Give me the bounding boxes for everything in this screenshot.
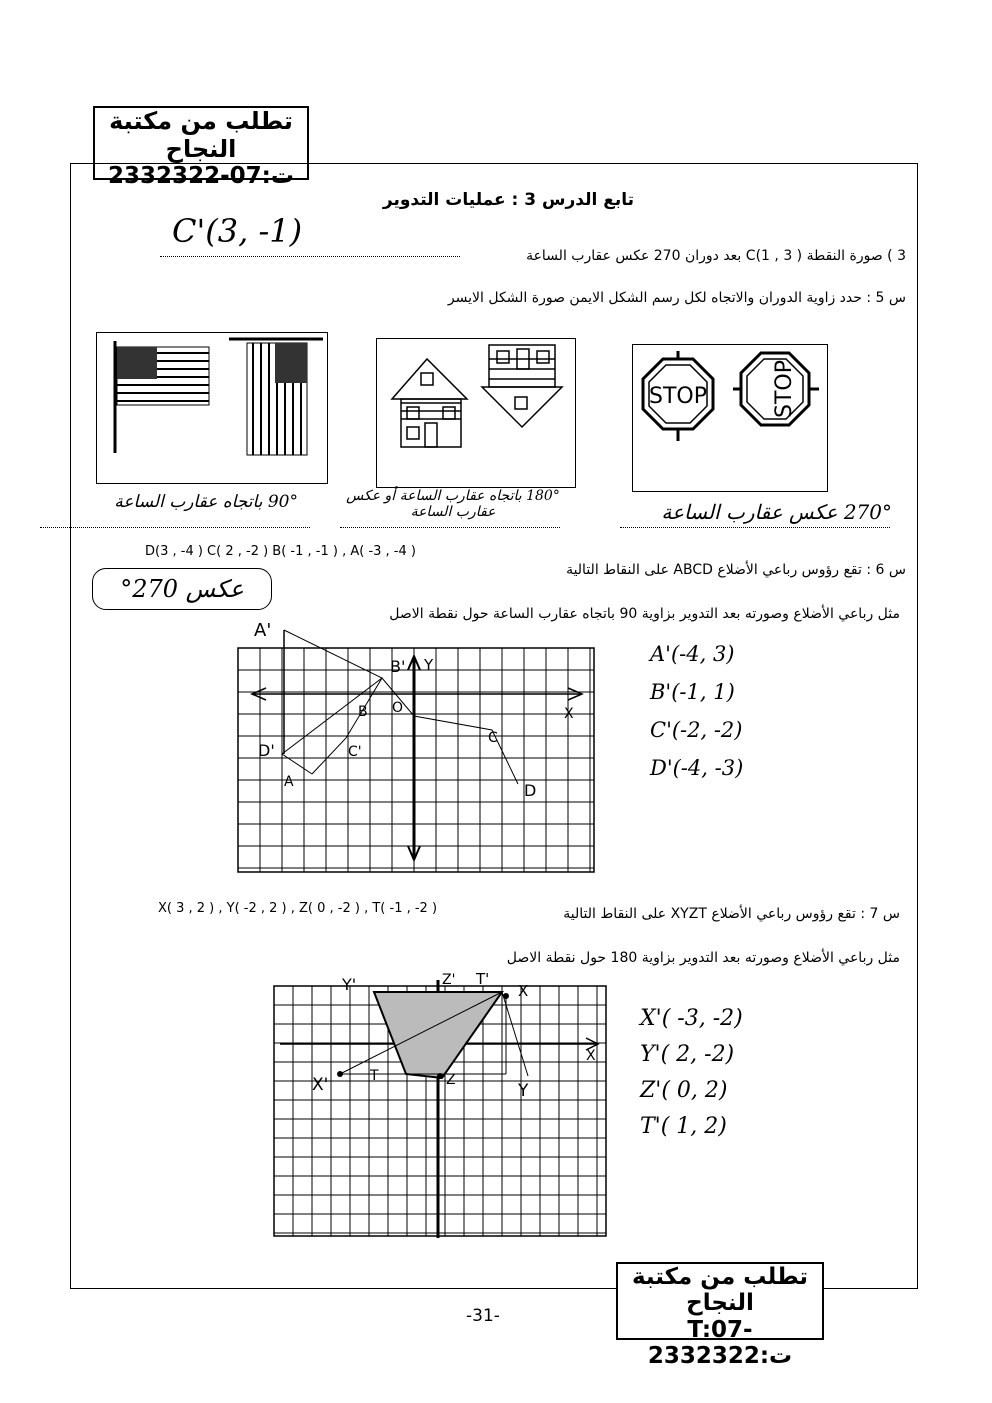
q7-image-points xyxy=(640,1006,743,1150)
label-a-prime: A' xyxy=(254,620,272,641)
page-number: -31- xyxy=(466,1306,500,1326)
q6-text: س 6 : تقع رؤوس رباعي الأضلاع ABCD على النقاط التالية xyxy=(566,562,906,578)
q7-image-point: T'( 1, 2) xyxy=(640,1114,727,1139)
label-c: C xyxy=(488,730,498,746)
label-x: X xyxy=(518,982,529,1000)
q6-image-point: A'(-4, 3) xyxy=(650,642,735,666)
q7-image-point: Z'( 0, 2) xyxy=(640,1078,728,1103)
label-x-axis: X xyxy=(564,706,574,722)
stamp-bottom-line2: T:07-2332322:ت xyxy=(647,1316,793,1370)
stamp-top-line1: تطلب من مكتبة النجاح xyxy=(109,107,293,163)
label-y-axis: Y xyxy=(424,656,434,674)
label-x-axis: X xyxy=(586,1048,596,1064)
q7-instruction: مثل رباعي الأضلاع وصورته بعد التدوير بزاوية 180 حول نقطة الاصل xyxy=(506,950,900,966)
q7-points: X( 3 , 2 ) , Y( -2 , 2 ) , Z( 0 , -2 ) , T( -1 , -2 ) xyxy=(158,901,438,916)
q6-image-point: C'(-2, -2) xyxy=(650,718,743,742)
q6-image-point: B'(-1, 1) xyxy=(650,680,735,704)
q6-image-points xyxy=(650,642,743,794)
q7-graph xyxy=(266,966,616,1244)
flag-original xyxy=(117,347,209,405)
q3-answer-line xyxy=(160,256,460,257)
flag-figure-box xyxy=(96,332,328,484)
label-a: A xyxy=(284,774,294,790)
stop-sign-original xyxy=(643,351,713,441)
houses-illustration xyxy=(377,339,575,487)
q5-answer-stop: 270° عكس عقارب الساعة xyxy=(661,500,892,524)
q5-text: س 5 : حدد زاوية الدوران والاتجاه لكل رسم الشكل الايمن صورة الشكل الايسر xyxy=(447,290,906,306)
flags-illustration xyxy=(97,333,327,483)
house-rotated xyxy=(482,345,562,427)
label-b: B xyxy=(358,704,368,720)
stop-signs-illustration xyxy=(633,345,827,491)
label-o: O xyxy=(392,700,404,716)
q5-answer-house: 180° باتجاه عقارب الساعة أو عكس عقارب الساعة xyxy=(346,488,560,520)
q5-answer-line-stop xyxy=(620,527,890,528)
point-z xyxy=(437,1073,443,1079)
q6-answer-box: عكس 270° xyxy=(92,568,272,610)
q6-image-point: D'(-4, -3) xyxy=(650,756,744,780)
q5-answer-flag: 90° باتجاه عقارب الساعة xyxy=(114,492,298,512)
house-figure-box xyxy=(376,338,576,488)
label-c-prime: C' xyxy=(348,744,362,760)
label-x-prime: X' xyxy=(312,1075,329,1095)
q7-text: س 7 : تقع رؤوس رباعي الأضلاع XYZT على النقاط التالية xyxy=(563,906,900,922)
label-y-prime: Y' xyxy=(342,975,357,994)
point-x xyxy=(503,993,509,999)
point-x-prime xyxy=(337,1071,343,1077)
label-z-prime: Z' xyxy=(442,972,456,988)
q7-image-point: X'( -3, -2) xyxy=(640,1006,743,1031)
q6-graph xyxy=(226,618,606,880)
label-z: Z xyxy=(446,1072,456,1088)
stop-text-rotated: STOP xyxy=(772,360,797,418)
stamp-top-line2: ت:07-2332322 xyxy=(108,163,294,190)
flag-rotated xyxy=(247,343,307,455)
label-t: T xyxy=(370,1068,379,1084)
stamp-bottom-line1: تطلب من مكتبة النجاح xyxy=(631,1264,809,1317)
q6-instruction: مثل رباعي الأضلاع وصورته بعد التدوير بزاوية 90 باتجاه عقارب الساعة حول نقطة الاصل xyxy=(389,606,900,622)
label-d: D xyxy=(524,781,537,800)
lesson-title: تابع الدرس 3 : عمليات التدوير xyxy=(382,190,634,210)
label-y: Y xyxy=(518,1081,529,1101)
stop-text-original: STOP xyxy=(649,384,707,409)
q3-text: 3 ) صورة النقطة ( 3 , 1)C بعد دوران 270 عكس عقارب الساعة xyxy=(526,248,906,264)
stop-figure-box xyxy=(632,344,828,492)
q5-answer-line-house xyxy=(340,527,560,528)
label-b-prime: B' xyxy=(390,657,406,676)
label-t-prime: T' xyxy=(476,970,490,988)
q3-answer: C'(3, -1) xyxy=(172,212,303,250)
label-d-prime: D' xyxy=(258,741,275,760)
q6-points: D(3 , -4 ) C( 2 , -2 ) B( -1 , -1 ) , A( -3 , -4 ) xyxy=(145,544,416,559)
stamp-bottom xyxy=(616,1262,824,1370)
q7-image-point: Y'( 2, -2) xyxy=(640,1042,735,1067)
stop-sign-rotated xyxy=(733,353,819,425)
q5-answer-line-flag xyxy=(40,527,310,528)
house-original xyxy=(392,359,467,447)
